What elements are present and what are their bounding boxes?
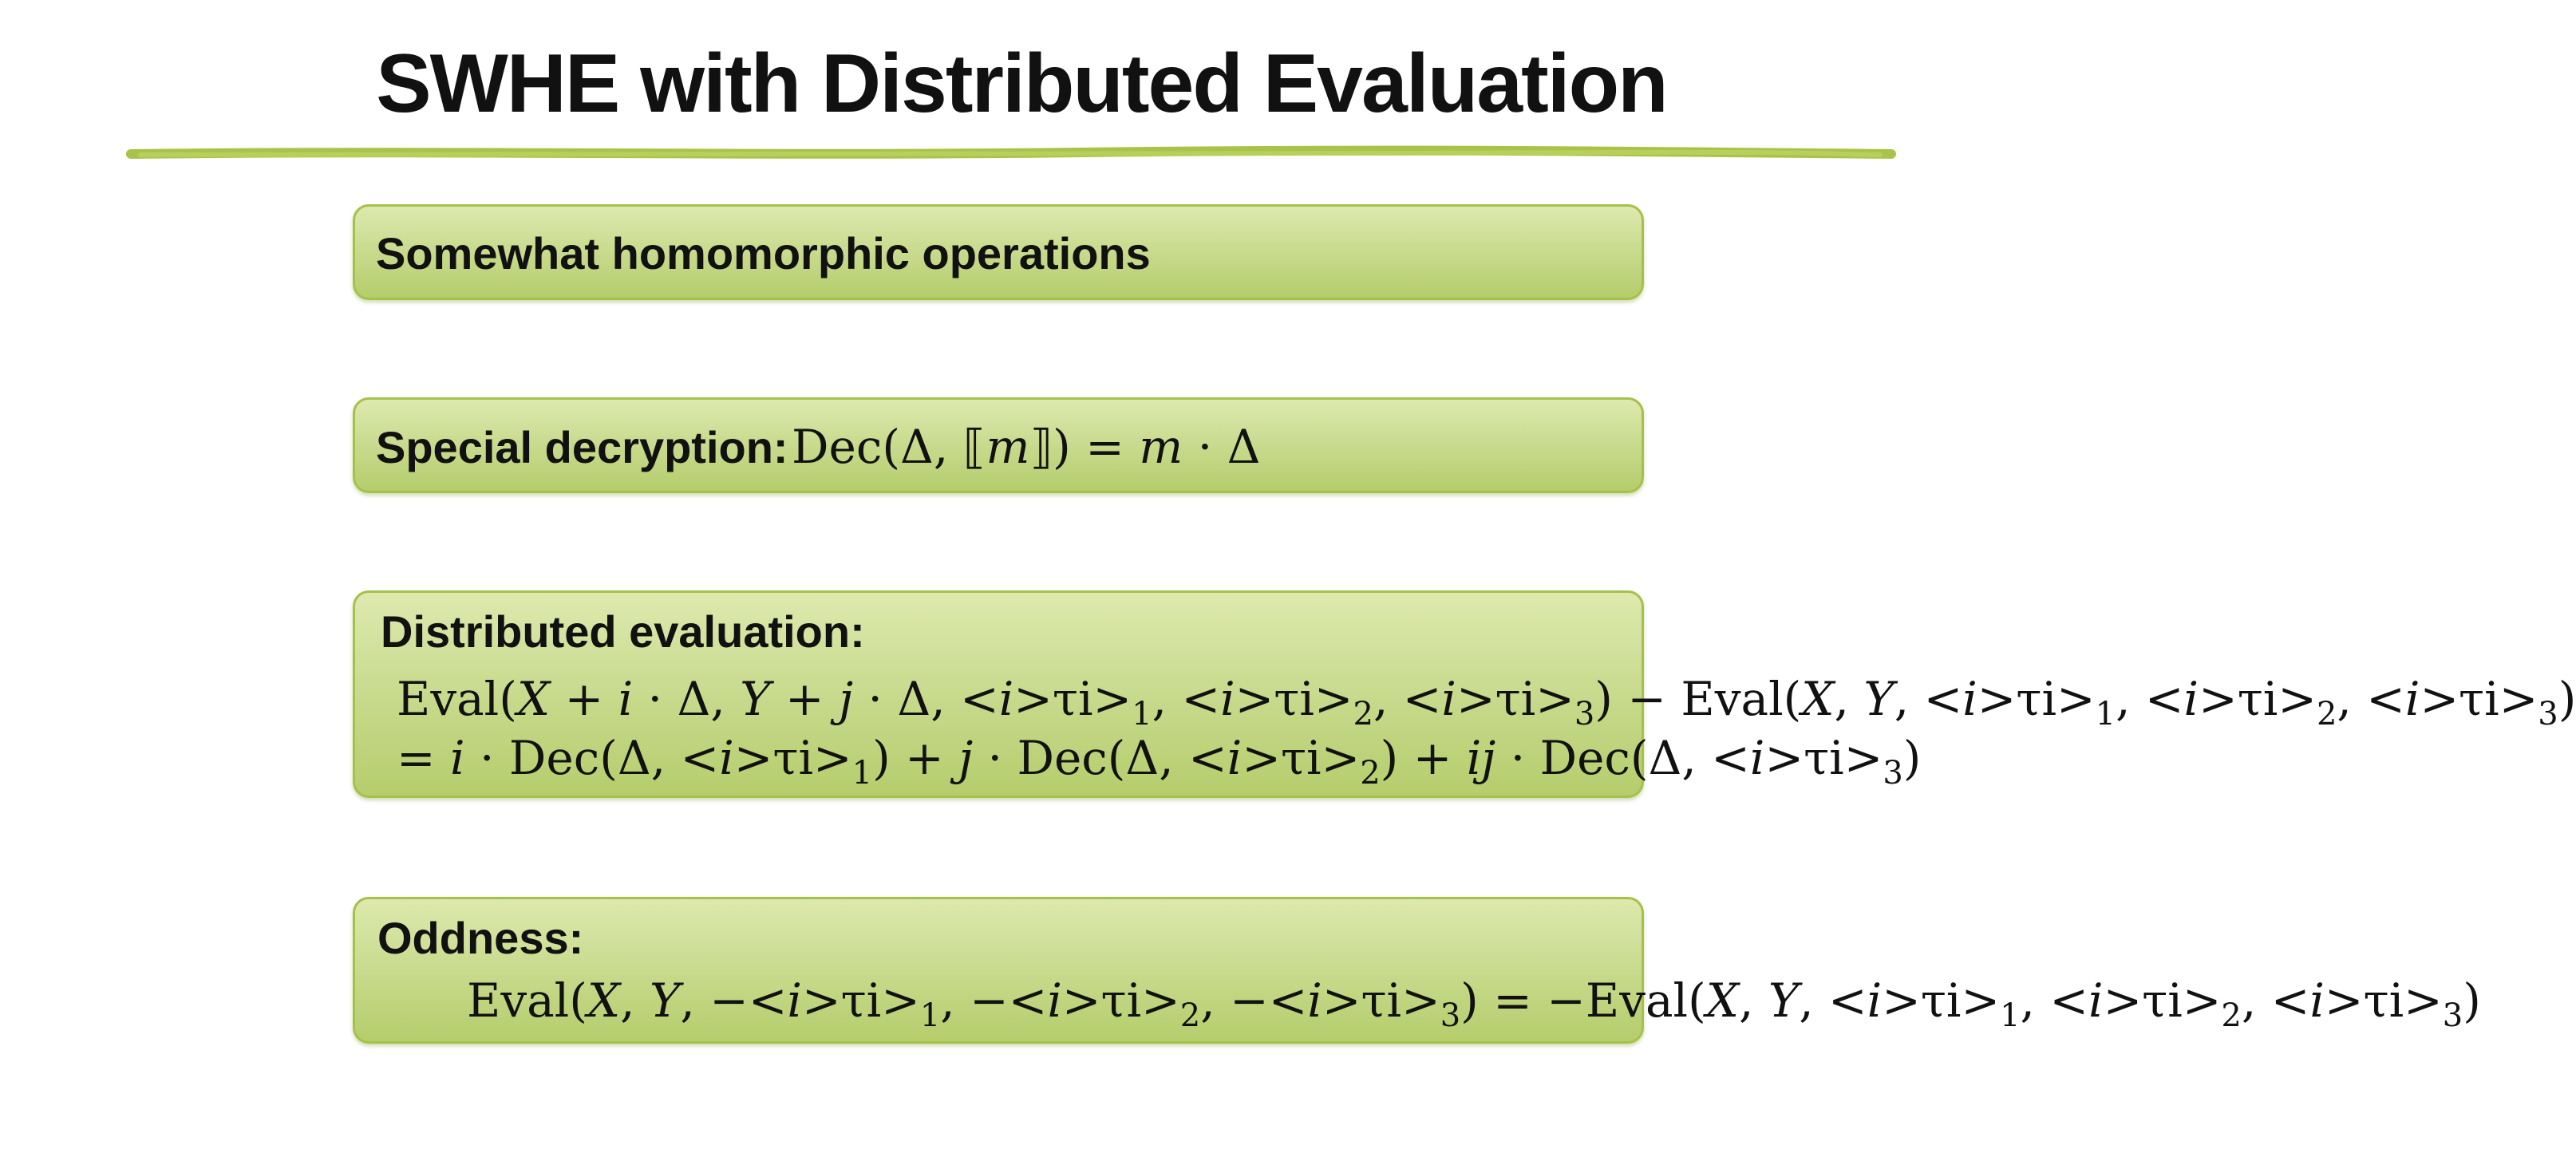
oddness-box xyxy=(353,897,2481,1044)
special-decryption-row xyxy=(376,422,1260,484)
special-decryption-label: Special decryption: xyxy=(376,422,788,472)
oddness-formula: Eval(X, Y, $-<i>\tau i>_1$, $-<i>\tau i>_2$, $-<i>\tau i>_3$) = −Eval(X, Y, $<i>\tau i>_1$, $<i>\tau i>_2$, $<i>\tau i>_3$) xyxy=(467,973,2481,1034)
title-underline xyxy=(124,145,1898,163)
distributed-evaluation-formula-line1: Eval(X + i · Δ, Y + j · Δ, $<i>\tau i>_1$, $<i>\tau i>_2$, $<i>\tau i>_3$) − Eval(X, Y, $<i>\tau i>_1$, $<i>\tau i>_2$, $<i>\tau i>_3$) xyxy=(397,672,2576,732)
ops-label: Somewhat homomorphic operations xyxy=(376,228,1151,278)
distributed-evaluation-box xyxy=(353,590,2576,798)
distributed-evaluation-label: Distributed evaluation: xyxy=(381,606,865,657)
ops-box xyxy=(353,204,1644,300)
special-decryption-box xyxy=(353,397,1644,493)
special-decryption-formula: Dec(Δ, ⟦m⟧) = m · Δ xyxy=(792,420,1261,474)
oddness-label: Oddness: xyxy=(377,913,584,963)
distributed-evaluation-formula-line2: = i · Dec(Δ, $<i>\tau i>_1) + j \cdot Dec(\Delta$, $<i>\tau i>_2$) + ij · Dec(Δ, $<i>\tau i>_3$) xyxy=(397,731,1922,792)
slide-title: SWHE with Distributed Evaluation xyxy=(376,38,1667,130)
